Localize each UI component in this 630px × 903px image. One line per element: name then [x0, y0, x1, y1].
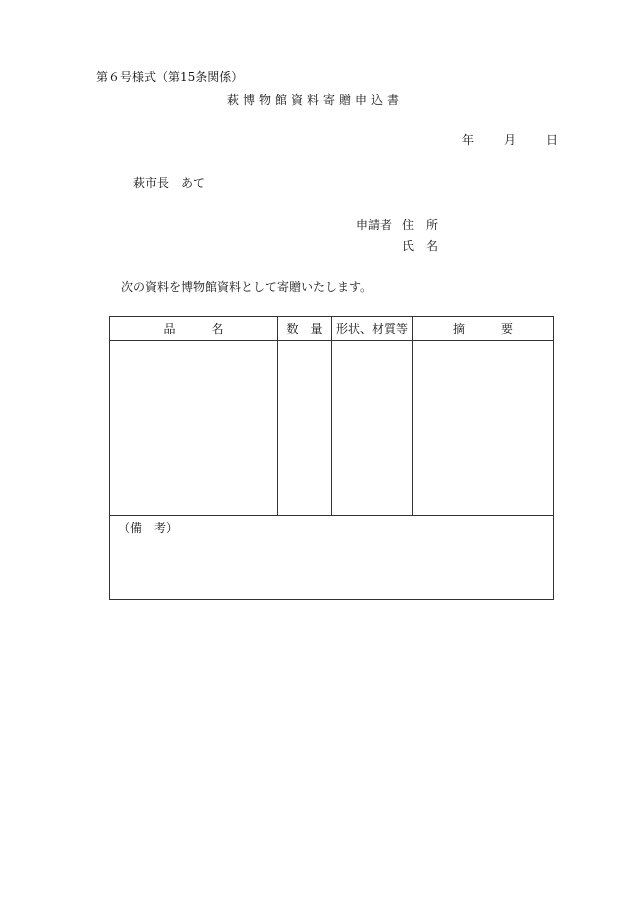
header-quantity: 数 量 — [278, 317, 332, 341]
item-name-cell[interactable] — [110, 341, 278, 516]
remarks-cell[interactable] — [110, 516, 554, 600]
addressee: 萩市長 あて — [133, 176, 206, 190]
date-month: 月 — [504, 133, 517, 147]
header-summary: 摘 要 — [413, 317, 554, 341]
applicant-label: 申請者 — [356, 218, 393, 232]
header-shape-material: 形状、材質等 — [332, 317, 413, 341]
date-line — [462, 131, 558, 148]
table-row — [110, 341, 554, 516]
address-label: 住 所 — [402, 218, 439, 232]
name-label: 氏 名 — [402, 239, 439, 253]
form-number: 第６号様式（第15条関係） — [96, 70, 244, 84]
remarks-label: （備 考） — [118, 521, 179, 535]
donation-items-table — [109, 316, 554, 600]
summary-cell[interactable] — [413, 341, 554, 516]
header-item-name: 品 名 — [110, 317, 278, 341]
date-year: 年 — [462, 133, 475, 147]
date-day: 日 — [546, 133, 559, 147]
document-title: 萩博物館資料寄贈申込書 — [226, 93, 403, 107]
quantity-cell[interactable] — [278, 341, 332, 516]
donation-statement: 次の資料を博物館資料として寄贈いたします。 — [121, 280, 373, 294]
table-header-row — [110, 317, 554, 341]
shape-material-cell[interactable] — [332, 341, 413, 516]
remarks-row — [110, 516, 554, 600]
